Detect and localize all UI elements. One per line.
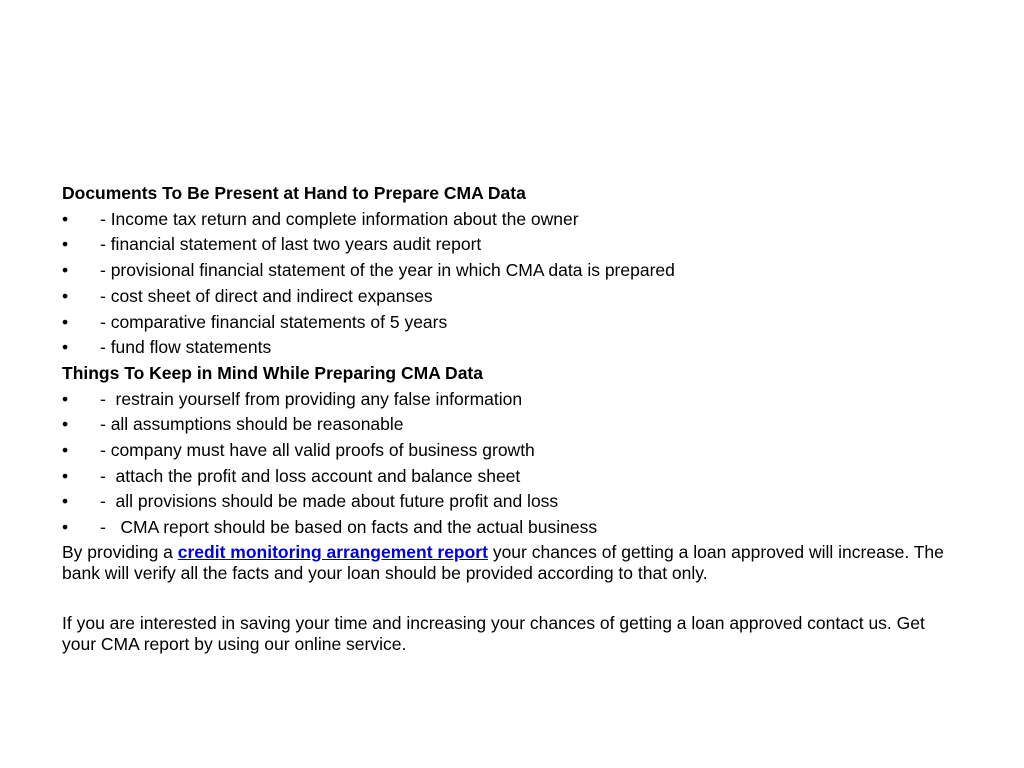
bullet-icon: • xyxy=(62,285,69,306)
list-item xyxy=(62,412,962,438)
section-heading-documents: Documents To Be Present at Hand to Prepare CMA Data xyxy=(62,183,526,203)
bullet-icon: • xyxy=(62,337,69,358)
list-item xyxy=(62,284,962,310)
list-item xyxy=(62,489,962,515)
list-item-text: - all provisions should be made about future profit and loss xyxy=(100,491,559,512)
list-item-text: - fund flow statements xyxy=(100,337,272,358)
list-item-text: - restrain yourself from providing any false information xyxy=(100,388,523,409)
list-item xyxy=(62,335,962,361)
list-item xyxy=(62,438,962,464)
list-item-text: - CMA report should be based on facts and the actual business xyxy=(100,517,598,538)
list-item xyxy=(62,258,962,284)
bullet-icon: • xyxy=(62,465,69,486)
list-item-text: - provisional financial statement of the year in which CMA data is prepared xyxy=(100,260,675,281)
list-item-text: - all assumptions should be reasonable xyxy=(100,414,404,435)
section-heading-things-to-keep: Things To Keep in Mind While Preparing CMA Data xyxy=(62,362,483,383)
list-item-text: - attach the profit and loss account and balance sheet xyxy=(100,465,521,486)
slide-content xyxy=(62,181,962,655)
list-item xyxy=(62,310,962,336)
list-item xyxy=(62,464,962,490)
list-item xyxy=(62,387,962,413)
paragraph-contact-us: If you are interested in saving your time and increasing your chances of getting a loan approved contact us. Get your CMA report by using our online service. xyxy=(62,612,925,654)
bullet-icon: • xyxy=(62,311,69,332)
list-item-text: - comparative financial statements of 5 years xyxy=(100,311,448,332)
list-item-text: - cost sheet of direct and indirect expanses xyxy=(100,285,433,306)
documents-list xyxy=(62,207,962,361)
bullet-icon: • xyxy=(62,414,69,435)
list-item xyxy=(62,232,962,258)
paragraph-text-after-link: your chances of getting a loan approved will increase. The bank will verify all the facts and your loan should be provided according to that only. xyxy=(62,541,944,583)
list-item xyxy=(62,515,962,541)
credit-monitoring-arrangement-report-link[interactable]: credit monitoring arrangement report xyxy=(177,541,488,562)
bullet-icon: • xyxy=(62,234,69,255)
bullet-icon: • xyxy=(62,208,69,229)
list-item-text: - financial statement of last two years audit report xyxy=(100,234,482,255)
bullet-icon: • xyxy=(62,517,69,538)
bullet-icon: • xyxy=(62,491,69,512)
paragraph-text-before-link: By providing a xyxy=(62,541,178,562)
list-item-text: - Income tax return and complete information about the owner xyxy=(100,208,579,229)
list-item-text: - company must have all valid proofs of business growth xyxy=(100,440,535,461)
bullet-icon: • xyxy=(62,388,69,409)
list-item xyxy=(62,207,962,233)
tips-list xyxy=(62,387,962,541)
bullet-icon: • xyxy=(62,260,69,281)
bullet-icon: • xyxy=(62,440,69,461)
paragraph-cma-report xyxy=(62,542,962,584)
